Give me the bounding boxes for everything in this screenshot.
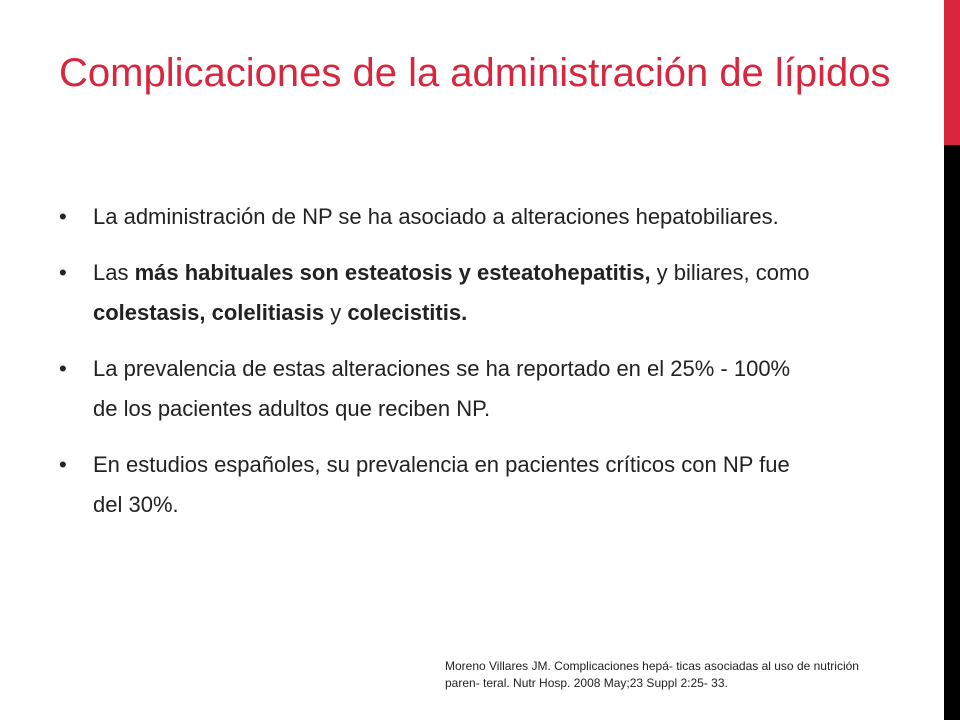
bullet-text-emphasis: colecistitis. <box>347 300 468 325</box>
bullet-text: La administración de NP se ha asociado a alteraciones hepatobiliares. <box>93 204 779 229</box>
bullet-marker: • <box>59 260 67 285</box>
accent-bar <box>944 0 960 145</box>
bullet-text: La prevalencia de estas alteraciones se ha reportado en el 25% - 100% de los pacientes adultos que reciben NP. <box>93 356 791 421</box>
bullet-list <box>59 197 819 541</box>
bullet-text-segment: y <box>324 300 348 325</box>
bullet-item <box>59 253 819 333</box>
bullet-item <box>59 349 819 429</box>
bullet-text <box>93 260 810 325</box>
bullet-text-segment: y biliares, como <box>650 260 810 285</box>
bullet-text-segment: Las <box>93 260 135 285</box>
bullet-text: En estudios españoles, su prevalencia en pacientes críticos con NP fue del 30%. <box>93 452 790 517</box>
bullet-text-emphasis: colestasis, colelitiasis <box>93 300 325 325</box>
bullet-text-emphasis: más habituales son esteatosis y esteatohepatitis, <box>134 260 651 285</box>
bullet-marker: • <box>59 452 67 477</box>
bullet-marker: • <box>59 356 67 381</box>
bullet-marker: • <box>59 204 67 229</box>
bullet-item <box>59 197 819 237</box>
citation-text: Moreno Villares JM. Complicaciones hepá- ticas asociadas al uso de nutrición paren- teral. Nutr Hosp. 2008 May;23 Suppl 2:25- 33. <box>445 659 859 690</box>
slide-title: Complicaciones de la administración de lípidos <box>59 51 891 95</box>
bullet-item <box>59 445 819 525</box>
